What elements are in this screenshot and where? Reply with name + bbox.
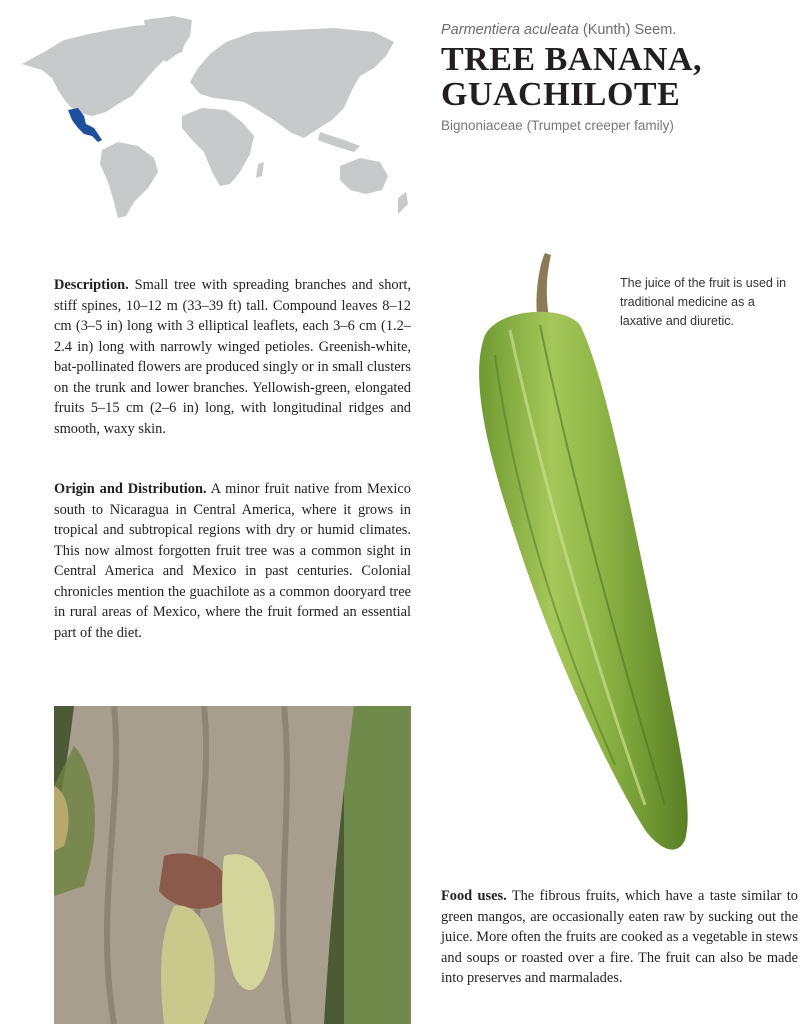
fruit-caption: The juice of the fruit is used in traditional medicine as a laxative and diuretic.: [620, 276, 787, 328]
fruit-body: [479, 312, 688, 850]
africa-shape: [182, 108, 254, 186]
species-header: [441, 20, 801, 133]
origin-paragraph: [54, 479, 411, 643]
australia-shape: [340, 158, 388, 194]
food-uses-heading: Food uses.: [441, 888, 507, 904]
photo-foliage-right: [344, 706, 411, 1024]
title-line-1: TREE BANANA,: [441, 41, 703, 78]
origin-text: A minor fruit native from Mexico south to Nicaragua in Central America, where it grows in tropical and subtropical regions with dry or humid climates. This now almost forgotten fruit tree was a common sight in Central America and Mexico in past centuries. Colonial chronicles mention the guachilote as a common dooryard tree in rural areas of Mexico, where the fruit formed an essential part of the diet.: [54, 481, 411, 641]
latin-name: Parmentiera aculeata: [441, 22, 579, 38]
islands-shape: [318, 132, 360, 152]
description-paragraph: [54, 275, 411, 439]
food-uses-text: The fibrous fruits, which have a taste similar to green mangos, are occasionally eaten raw by sucking out the juice. More often the fruits are cooked as a vegetable in stews and soups or roasted over a fire. The fruit can also be made into preserves and marmalades.: [441, 888, 798, 986]
new-zealand-shape: [398, 192, 408, 214]
origin-heading: Origin and Distribution.: [54, 481, 207, 497]
title-line-2: GUACHILOTE: [441, 76, 681, 113]
family-name: Bignoniaceae (Trumpet creeper family): [441, 118, 674, 133]
madagascar-shape: [256, 162, 264, 178]
fruit-illustration: [455, 245, 710, 860]
world-distribution-map: [14, 12, 414, 222]
fruit-stem: [536, 253, 551, 317]
description-heading: Description.: [54, 277, 129, 293]
tree-trunk-photo: [54, 706, 411, 1024]
page-title: [441, 42, 801, 112]
scientific-name: [441, 20, 801, 40]
food-uses-paragraph: [441, 886, 798, 989]
description-text: Small tree with spreading branches and short, stiff spines, 10–12 m (33–39 ft) tall. Compound leaves 8–12 cm (3–5 in) long with 3 elliptical leaflets, each 3–6 cm (1.2–2.4 in) long with narrowly winged petioles. Greenish-white, bat-pollinated flowers are produced singly or in small clusters on the trunk and lower branches. Yellowish-green, elongated fruits 5–15 cm (2–6 in) long, with longitudinal ridges and smooth, waxy skin.: [54, 277, 411, 437]
authority: (Kunth) Seem.: [582, 22, 677, 38]
south-america-shape: [100, 142, 158, 218]
